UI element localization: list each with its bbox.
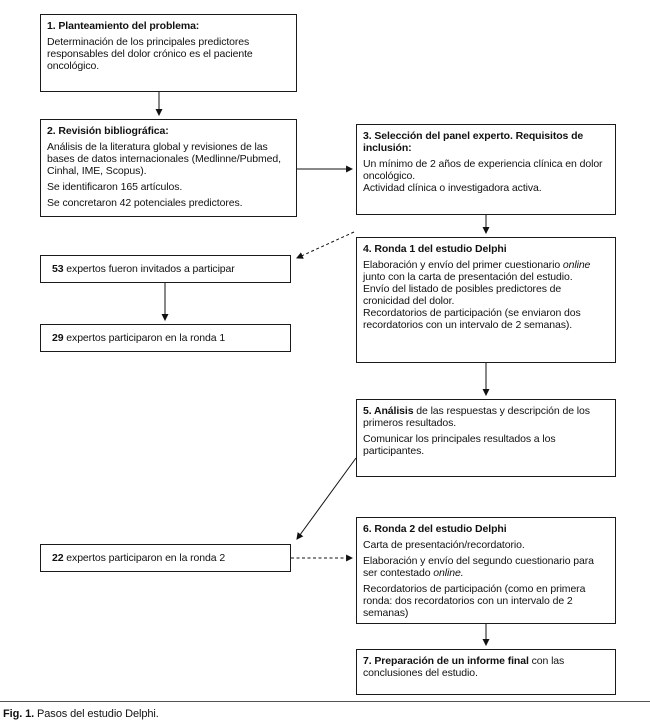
flow-box-6-ronda-2	[356, 517, 616, 624]
box6-paragraph-1: Carta de presentación/recordatorio.	[363, 539, 525, 551]
box6-p2-italic: online.	[433, 567, 464, 579]
box7-title: 7. Preparación de un informe final	[363, 655, 529, 667]
flow-box-4-ronda-1	[356, 237, 616, 363]
experts22-text: expertos participaron en la ronda 2	[63, 552, 226, 564]
flow-box-7-informe-final	[356, 649, 616, 695]
experts22-count: 22	[52, 552, 64, 564]
experts29-text: expertos participaron en la ronda 1	[63, 332, 226, 344]
box4-title: 4. Ronda 1 del estudio Delphi	[363, 243, 507, 255]
box2-title: 2. Revisión bibliográfica:	[47, 125, 169, 137]
box4-p1-italic: online	[562, 259, 591, 271]
box6-paragraph-3: Recordatorios de participación (como en primera ronda: dos recordatorios con un intervalo de 2 semanas)	[363, 583, 586, 619]
box2-paragraph-1: Análisis de la literatura global y revisiones de las bases de datos internacionales (Medlinne/Pubmed, Cinhal, IME, Scopus).	[47, 141, 281, 177]
box5-paragraph-1	[363, 405, 609, 429]
arrow-box5-to-experts22	[297, 458, 356, 539]
box4-paragraph-2: Envío del listado de posibles predictores de cronicidad del dolor.	[363, 283, 562, 307]
box3-paragraph-2: Actividad clínica o investigadora activa.	[363, 182, 542, 194]
box4-p1-post: junto con la carta de presentación del estudio.	[363, 271, 573, 283]
box1-body: Determinación de los principales predictores responsables del dolor crónico es el paciente oncológico.	[47, 36, 253, 72]
flow-box-1-planteamiento	[40, 14, 297, 92]
experts53-text: expertos fueron invitados a participar	[63, 263, 235, 275]
count-box-experts-53	[40, 255, 291, 283]
box6-title: 6. Ronda 2 del estudio Delphi	[363, 523, 507, 535]
arrow-dashed-to-experts53	[297, 232, 354, 258]
box6-p2-pre: Elaboración y envío del segundo cuestionario para ser contestado	[363, 555, 594, 579]
experts29-count: 29	[52, 332, 64, 344]
box5-paragraph-2: Comunicar los principales resultados a los participantes.	[363, 433, 556, 457]
box3-title: 3. Selección del panel experto. Requisitos de inclusión:	[363, 130, 584, 154]
box4-paragraph-1	[363, 259, 609, 283]
figure-caption	[0, 701, 650, 720]
box7-paragraph-1	[363, 655, 609, 679]
count-box-experts-29	[40, 324, 291, 352]
count-box-experts-22	[40, 544, 291, 572]
box4-paragraph-3: Recordatorios de participación (se enviaron dos recordatorios con un intervalo de 2 semanas).	[363, 307, 581, 331]
figure-caption-label: Fig. 1.	[3, 708, 35, 720]
experts53-count: 53	[52, 263, 64, 275]
box2-paragraph-3: Se concretaron 42 potenciales predictores.	[47, 197, 243, 209]
box2-paragraph-2: Se identificaron 165 artículos.	[47, 181, 183, 193]
flow-box-3-seleccion-panel	[356, 124, 616, 215]
box7-title-rest: con las conclusiones del estudio.	[363, 655, 565, 679]
box6-paragraph-2	[363, 555, 609, 579]
box3-paragraph-1: Un mínimo de 2 años de experiencia clínica en dolor oncológico.	[363, 158, 603, 182]
box5-title: 5. Análisis	[363, 405, 414, 417]
figure-caption-text: Pasos del estudio Delphi.	[34, 708, 159, 720]
box5-title-rest: de las respuestas y descripción de los primeros resultados.	[363, 405, 590, 429]
flow-box-2-revision-bibliografica	[40, 119, 297, 217]
box1-title: 1. Planteamiento del problema:	[47, 20, 200, 32]
box4-p1-pre: Elaboración y envío del primer cuestionario	[363, 259, 563, 271]
flow-box-5-analisis	[356, 399, 616, 477]
